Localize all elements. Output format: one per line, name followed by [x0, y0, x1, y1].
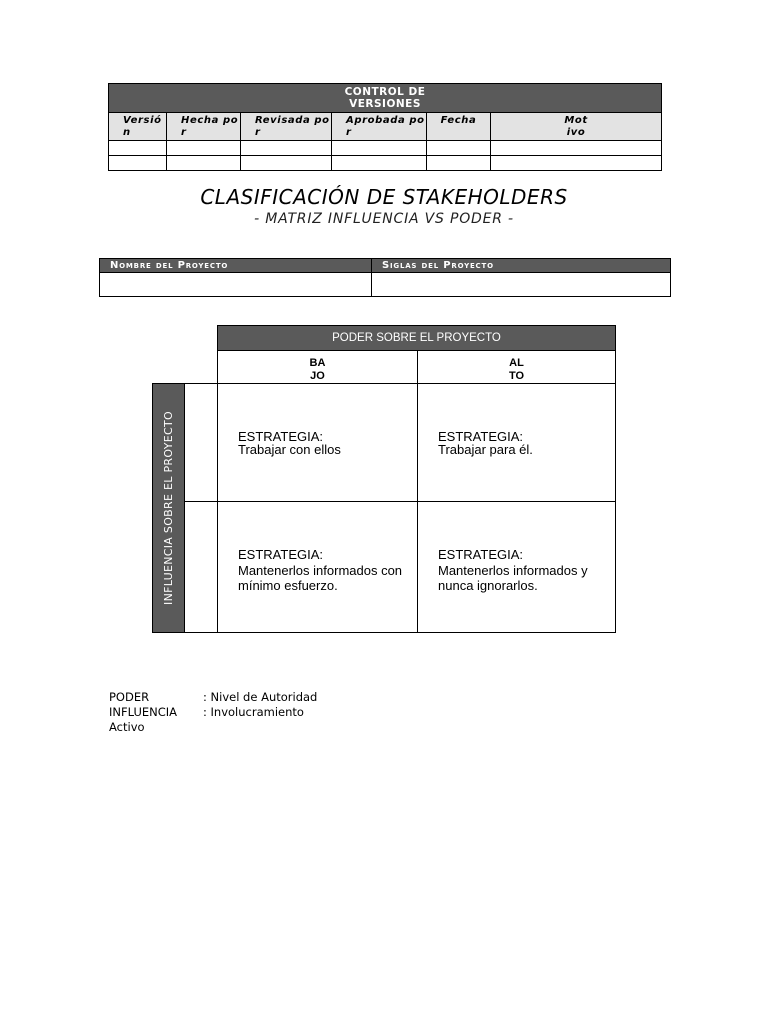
strategy-text: Trabajar para él. — [438, 441, 533, 457]
strategy-text: Mantenerlos informados y nunca ignorarlos. — [438, 562, 588, 593]
strategy-label: ESTRATEGIA: — [438, 429, 523, 444]
table-cell[interactable] — [332, 156, 427, 171]
version-control-title: CONTROL DE VERSIONES — [109, 84, 662, 113]
column-header-reason: Motivo — [491, 113, 662, 141]
page-subtitle: - MATRIZ INFLUENCIA VS PODER - — [254, 211, 514, 227]
quadrant-top-right — [417, 383, 616, 502]
project-table — [99, 258, 671, 297]
influence-axis-label: INFLUENCIA SOBRE EL PROYECTO — [161, 411, 175, 605]
influence-power-matrix — [152, 325, 617, 633]
table-cell[interactable] — [109, 141, 167, 156]
table-cell[interactable] — [427, 141, 491, 156]
strategy-label: ESTRATEGIA: — [438, 547, 523, 562]
table-row — [109, 141, 662, 156]
legend-term: INFLUENCIA — [109, 705, 178, 719]
project-acronym-field[interactable] — [372, 273, 671, 297]
influence-level-high-cell — [184, 383, 218, 502]
legend-definition: : Involucramiento — [203, 705, 304, 719]
table-cell[interactable] — [241, 156, 332, 171]
column-header-reviewed-by: Revisada por — [241, 113, 332, 141]
quadrant-top-left — [217, 383, 418, 502]
project-name-label: Nombre del Proyecto — [100, 259, 372, 273]
table-cell[interactable] — [427, 156, 491, 171]
strategy-label: ESTRATEGIA: — [238, 429, 323, 444]
table-cell[interactable] — [491, 141, 662, 156]
influence-axis-header — [152, 383, 185, 633]
table-cell[interactable] — [167, 156, 241, 171]
strategy-text: Trabajar con ellos — [238, 441, 341, 457]
column-header-date: Fecha — [427, 113, 491, 141]
power-axis-header: PODER SOBRE EL PROYECTO — [217, 325, 616, 351]
legend-term: PODER — [109, 690, 150, 704]
table-cell[interactable] — [241, 141, 332, 156]
table-cell[interactable] — [109, 156, 167, 171]
column-header-version: Versión — [109, 113, 167, 141]
project-name-field[interactable] — [100, 273, 372, 297]
legend-definition: : Nivel de Autoridad — [203, 690, 318, 704]
project-acronym-label: Siglas del Proyecto — [372, 259, 671, 273]
power-level-low: BAJO — [217, 351, 418, 384]
strategy-text: Mantenerlos informados con mínimo esfuerzo. — [238, 562, 403, 593]
legend-term: Activo — [109, 720, 145, 734]
influence-level-low-cell — [184, 501, 218, 633]
page-title: CLASIFICACIÓN DE STAKEHOLDERS — [200, 185, 568, 209]
strategy-label: ESTRATEGIA: — [238, 547, 323, 562]
quadrant-bottom-right — [417, 501, 616, 633]
table-cell[interactable] — [332, 141, 427, 156]
power-level-high: ALTO — [417, 351, 616, 384]
column-header-made-by: Hecha por — [167, 113, 241, 141]
table-cell[interactable] — [167, 141, 241, 156]
column-header-approved-by: Aprobada por — [332, 113, 427, 141]
table-row — [109, 156, 662, 171]
quadrant-bottom-left — [217, 501, 418, 633]
version-control-table — [108, 83, 662, 171]
table-cell[interactable] — [491, 156, 662, 171]
